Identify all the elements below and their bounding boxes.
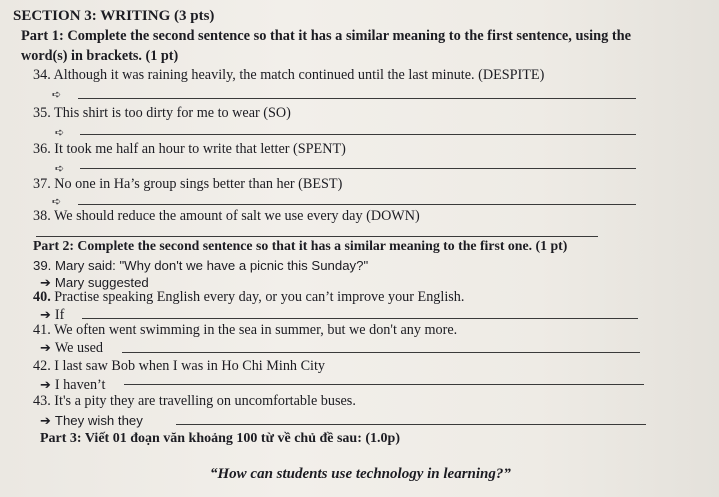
question-36 [33,141,346,158]
question-39 [33,257,368,274]
question-number: 37. [33,176,51,192]
question-42 [33,358,325,375]
question-38 [33,208,420,225]
question-text: It's a pity they are travelling on uncomfortable buses. [54,393,356,409]
answer-line-37[interactable] [78,204,636,205]
section-title: SECTION 3: WRITING (3 pts) [13,8,215,24]
question-text: No one in Ha’s group sings better than her (BEST) [54,176,343,192]
question-number: 36. [33,141,51,157]
question-text: It took me half an hour to write that letter (SPENT) [54,141,346,157]
part1-heading-line1: Part 1: Complete the second sentence so that it has a similar meaning to the first sentence, using the [21,28,632,44]
part2-heading: Part 2: Complete the second sentence so that it has a similar meaning to the first one. (1 pt) [33,238,568,253]
bold-arrow-icon: ➔ [40,378,51,393]
hollow-arrow-icon: ➪ [52,195,62,208]
bold-arrow-icon: ➔ [40,308,51,323]
prompt-text: We used [54,340,104,356]
bold-arrow-icon: ➔ [40,341,51,356]
question-number: 35. [33,105,51,121]
question-text: Practise speaking English every day, or you can’t improve your English. [54,289,465,305]
question-text: We often went swimming in the sea in summer, but we don't any more. [54,322,458,338]
prompt-text: I haven’t [54,377,106,393]
question-41 [33,322,457,339]
question-text: Mary said: "Why don't we have a picnic this Sunday?" [55,258,369,273]
answer-line-40[interactable] [82,318,638,319]
hollow-arrow-icon: ➪ [55,126,65,139]
hollow-arrow-icon: ➪ [55,162,65,175]
prompt-41 [40,340,103,357]
prompt-text: If [54,307,65,323]
hollow-arrow-icon: ➪ [52,88,62,101]
question-number: 38. [33,208,51,224]
prompt-42 [40,377,105,394]
part3-heading: Part 3: Viết 01 đoạn văn khoảng 100 từ về chủ đề sau: (1.0p) [40,431,400,446]
prompt-text: Mary suggested [54,275,149,290]
answer-line-34[interactable] [78,98,636,99]
bold-arrow-icon: ➔ [40,414,51,429]
question-text: I last saw Bob when I was in Ho Chi Minh City [54,358,326,374]
question-number: 41. [33,322,51,338]
question-text: Although it was raining heavily, the match continued until the last minute. (DESPITE) [53,67,545,83]
question-number: 40. [33,289,51,305]
question-text: This shirt is too dirty for me to wear (SO) [54,105,291,121]
part1-heading-line2: word(s) in brackets. (1 pt) [21,48,179,64]
answer-line-41[interactable] [122,352,640,353]
question-43 [33,393,356,410]
question-number: 39. [33,258,52,273]
question-number: 42. [33,358,51,374]
bold-arrow-icon: ➔ [40,276,51,291]
question-number: 34. [33,67,51,83]
prompt-text: They wish they [54,413,143,428]
prompt-43 [40,412,143,430]
question-number: 43. [33,393,51,409]
question-37 [33,176,342,193]
answer-line-42[interactable] [124,384,644,385]
question-35 [33,105,291,122]
question-text: We should reduce the amount of salt we use every day (DOWN) [54,208,420,224]
answer-line-43[interactable] [176,424,646,425]
answer-line-36[interactable] [80,168,636,169]
answer-line-35[interactable] [80,134,636,135]
question-40 [33,289,464,306]
question-34 [33,67,544,84]
essay-topic: “How can students use technology in learning?” [210,466,511,482]
